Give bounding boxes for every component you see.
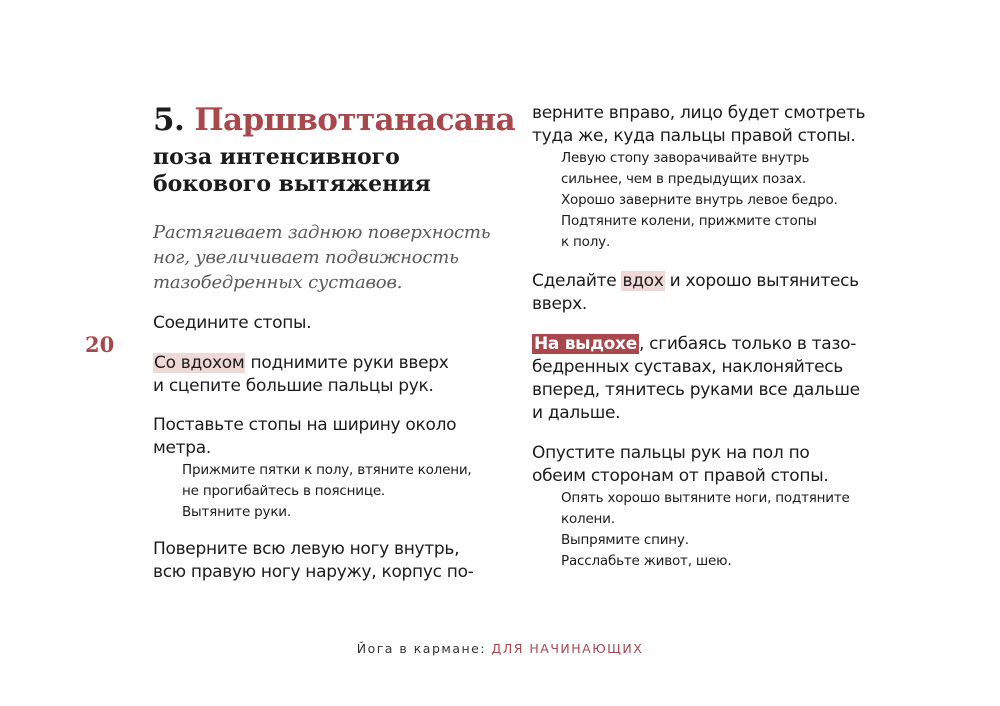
step-join-feet [153,312,523,335]
step-turn-legs [153,538,523,584]
step-feet-apart [153,414,523,460]
step-fingers-floor [532,442,892,488]
step-text: поднимите руки вверх [245,353,449,373]
step-line: всю правую ногу наружу, корпус по- [153,562,474,582]
step-exhale-bend [532,333,892,425]
note-line: Левую стопу заворачивайте внутрь [561,150,810,166]
step-line: Поставьте стопы на ширину около [153,415,457,435]
step-text: , сгибаясь только в тазо- [638,334,857,354]
step-line: Опустите пальцы рук на пол по [532,443,810,463]
note-line: Хорошо заверните внутрь левое бедро. [561,192,838,208]
pose-title [153,100,523,140]
benefits-line: тазобедренных суставов. [153,272,403,293]
note-line: колени. [561,511,615,527]
step-line [532,270,892,293]
left-column [153,100,523,584]
note-line: Вытяните руки. [182,504,291,520]
step-line: вперед, тянитесь руками все дальше [532,380,860,400]
book-series: ДЛЯ НАЧИНАЮЩИХ [491,641,644,656]
breath-highlight-exhale: На выдохе [534,334,637,354]
note-line: Расслабьте живот, шею. [561,553,732,569]
note-line: не прогибайтесь в пояснице. [182,483,386,499]
benefits-line: Растягивает заднюю поверхность [153,222,491,243]
step-text: и хорошо вытянитесь [664,271,859,291]
step-line: метра. [153,438,211,458]
page-number: 20 [85,332,115,357]
step-line [532,333,892,356]
book-title: Йога в кармане: [356,641,492,656]
step-line: вверх. [532,294,587,314]
step-line: Соедините стопы. [153,313,312,333]
step-inhale-stretch [532,270,892,316]
step-line: Поверните всю левую ногу внутрь, [153,539,460,559]
step-raise-arms [153,352,523,398]
running-footer [0,641,1000,656]
note-line: Подтяните колени, прижмите стопы [561,213,817,229]
pose-benefits [153,220,523,295]
right-column [532,102,892,572]
note-line: Выпрямите спину. [561,532,689,548]
note-line: Прижмите пятки к полу, втяните колени, [182,462,472,478]
step-note [153,460,523,523]
benefits-line: ног, увеличивает подвижность [153,247,459,268]
pose-subtitle [153,144,523,198]
step-line: туда же, куда пальцы правой стопы. [532,126,856,146]
breath-highlight-inhale: вдох [622,271,664,291]
step-note [532,148,892,253]
step-line: и сцепите большие пальцы рук. [153,376,434,396]
pose-number: 5. [153,102,185,138]
step-line: верните вправо, лицо будет смотреть [532,103,866,123]
note-line: к полу. [561,234,611,250]
breath-highlight-inhale: Со вдохом [154,353,245,373]
note-line: Опять хорошо вытяните ноги, подтяните [561,490,850,506]
step-text: Сделайте [532,271,622,291]
note-line: сильнее, чем в предыдущих позах. [561,171,807,187]
subtitle-line: бокового вытяжения [153,171,431,197]
step-line [153,352,523,375]
step-turn-body [532,102,892,148]
step-line: и дальше. [532,403,621,423]
step-note [532,488,892,572]
pose-name: Паршвоттанасана [194,102,515,138]
step-line: бедренных суставах, наклоняйтесь [532,357,844,377]
subtitle-line: поза интенсивного [153,144,400,170]
step-line: обеим сторонам от правой стопы. [532,466,829,486]
